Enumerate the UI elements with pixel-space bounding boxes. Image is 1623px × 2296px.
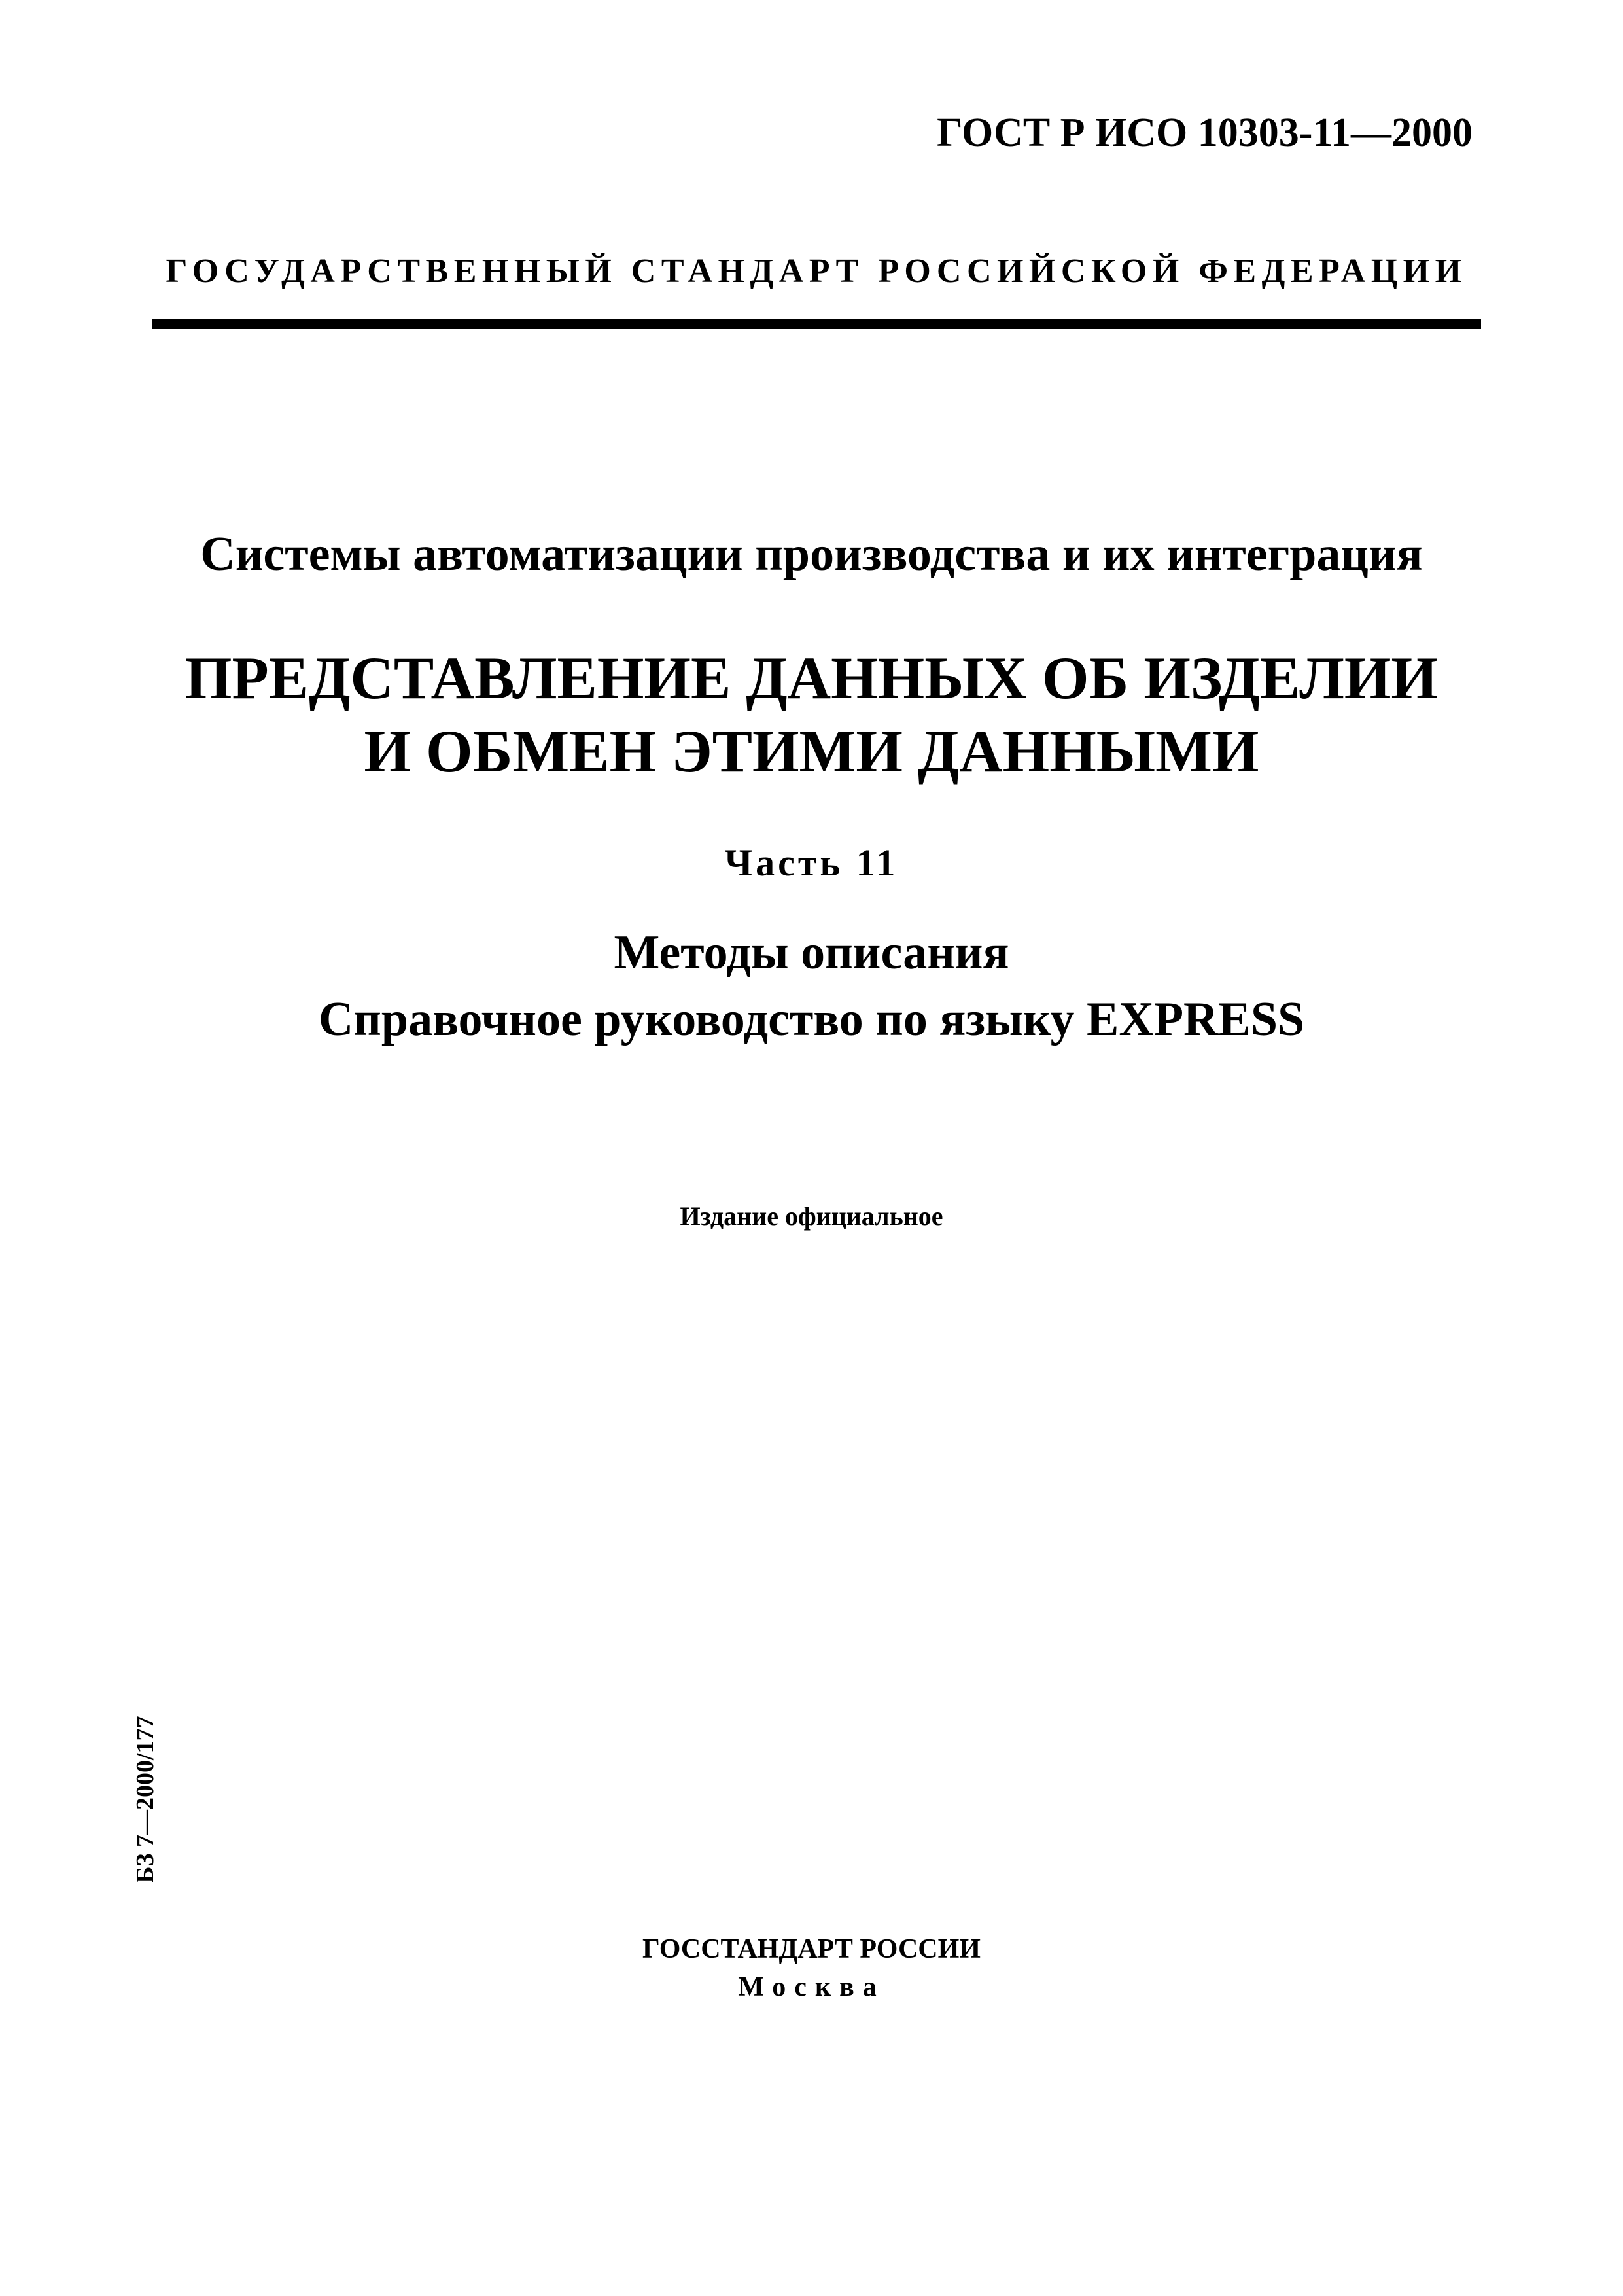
publisher-block — [0, 1930, 1623, 2006]
subtitle-line-2: Справочное руководство по языку EXPRESS — [318, 993, 1305, 1046]
part-label: Часть 11 — [724, 841, 899, 884]
publisher-city: Москва — [738, 1972, 885, 2002]
state-standard-heading: ГОСУДАРСТВЕННЫЙ СТАНДАРТ РОССИЙСКОЙ ФЕДЕРАЦИИ — [166, 253, 1467, 290]
subtitle — [0, 919, 1623, 1053]
series-title: Системы автоматизации производства и их интеграция — [200, 527, 1423, 581]
main-title — [0, 641, 1623, 788]
edition-note: Издание официальное — [680, 1201, 943, 1231]
spine-code: БЗ 7—2000/177 — [131, 1716, 159, 1883]
standard-number: ГОСТ Р ИСО 10303-11—2000 — [937, 111, 1473, 155]
publisher-name: ГОССТАНДАРТ РОССИИ — [642, 1934, 981, 1964]
main-title-line-2: И ОБМЕН ЭТИМИ ДАННЫМИ — [364, 718, 1259, 785]
subtitle-line-1: Методы описания — [614, 926, 1009, 980]
header-divider — [152, 319, 1481, 329]
main-title-line-1: ПРЕДСТАВЛЕНИЕ ДАННЫХ ОБ ИЗДЕЛИИ — [185, 645, 1438, 711]
